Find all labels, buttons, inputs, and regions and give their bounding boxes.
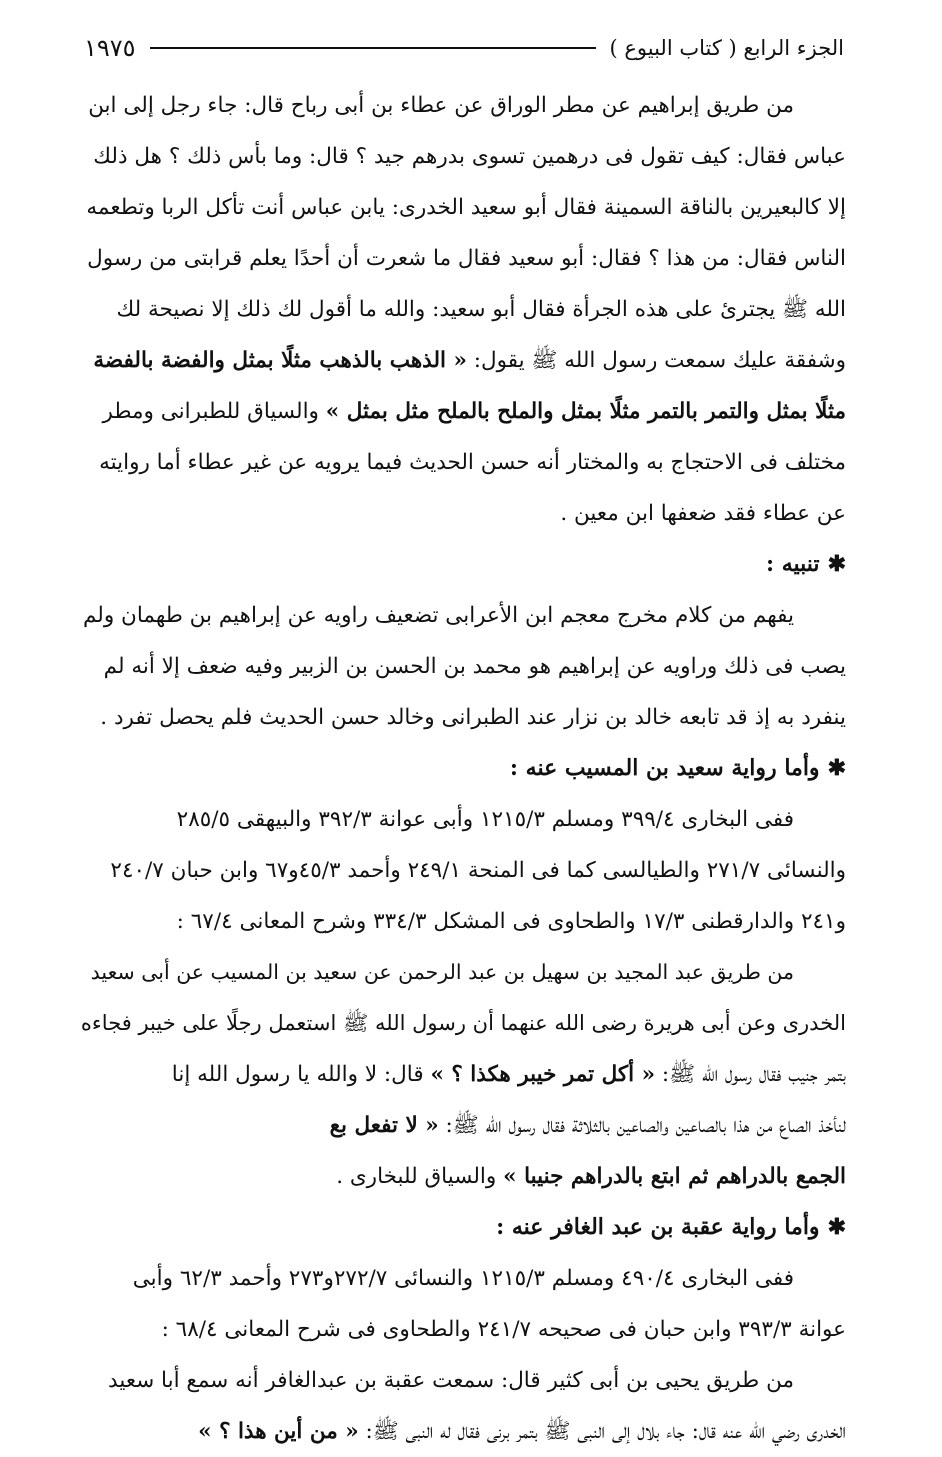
text-line xyxy=(78,386,846,437)
text-line: ففى البخارى ٣٩٩/٤ ومسلم ١٢١٥/٣ وأبى عوانة ٣٩٢/٣ والبيهقى ٢٨٥/٥ xyxy=(176,807,794,832)
text-line: الناس فقال: من هذا ؟ فقال: أبو سعيد فقال ما شعرت أن أحدًا يعلم قرابتى من رسول xyxy=(87,246,846,271)
hadith-quote: « لا تفعل بع xyxy=(329,1113,439,1138)
text-line xyxy=(78,1406,846,1457)
heading-text: تنبيه : xyxy=(765,551,820,577)
text-span: بتمر جنيب فقال رسول الله ﷺ: xyxy=(661,1062,846,1087)
text-span: قال: لا والله يا رسول الله إنا xyxy=(171,1062,424,1087)
page-body xyxy=(78,80,846,1457)
text-line: من طريق إبراهيم عن مطر الوراق عن عطاء بن أبى رباح قال: جاء رجل إلى ابن xyxy=(88,93,794,118)
heading-text: وأما رواية عقبة بن عبد الغافر عنه : xyxy=(496,1214,820,1240)
text-line xyxy=(78,1151,846,1202)
text-line: عباس فقال: كيف تقول فى درهمين تسوى بدرهم جيد ؟ قال: وما بأس ذلك ؟ هل ذلك xyxy=(93,144,846,169)
asterisk-icon: ✱ xyxy=(827,551,846,577)
text-line xyxy=(78,335,846,386)
text-span: لنأخذ الصاع من هذا بالصاعين والصاعين بالثلاثة فقال رسول الله ﷺ: xyxy=(445,1113,846,1138)
asterisk-icon: ✱ xyxy=(827,755,846,781)
text-line xyxy=(78,1100,846,1151)
hadith-quote: « الذهب بالذهب مثلًا بمثل والفضة بالفضة xyxy=(93,348,467,373)
hadith-quote: الجمع بالدراهم ثم ابتع بالدراهم جنيبا » xyxy=(503,1164,846,1189)
text-line: من طريق يحيى بن أبى كثير قال: سمعت عقبة بن عبدالغافر أنه سمع أبا سعيد xyxy=(108,1368,794,1393)
page-header xyxy=(84,28,844,68)
asterisk-icon: ✱ xyxy=(827,1214,846,1240)
text-line: الله ﷺ يجترئ على هذه الجرأة فقال أبو سعيد: والله ما أقول لك ذلك إلا نصيحة لك xyxy=(116,297,846,322)
text-line: إلا كالبعيرين بالناقة السمينة فقال أبو سعيد الخدرى: يابن عباس أنت تأكل الربا وتطعمه xyxy=(86,195,846,220)
text-line: الخدرى وعن أبى هريرة رضى الله عنهما أن رسول الله ﷺ استعمل رجلًا على خيبر فجاءه xyxy=(80,1011,846,1035)
text-line: مختلف فى الاحتجاج به والمختار أنه حسن الحديث فيما يرويه عن غير عطاء أما روايته xyxy=(99,450,846,475)
text-line: يفهم من كلام مخرج معجم ابن الأعرابى تضعيف راويه عن إبراهيم بن طهمان ولم xyxy=(82,603,794,628)
text-line: ينفرد به إذ قد تابعه خالد بن نزار عند الطبرانى وخالد حسن الحديث فلم يحصل تفرد . xyxy=(100,705,846,730)
text-span: وشفقة عليك سمعت رسول الله ﷺ يقول: xyxy=(473,348,846,373)
section-heading xyxy=(78,1202,846,1253)
section-heading xyxy=(78,539,846,590)
text-line: ففى البخارى ٤٩٠/٤ ومسلم ١٢١٥/٣ والنسائى ٢٧٢/٧و٢٧٣ وأحمد ٦٢/٣ وأبى xyxy=(132,1266,794,1291)
text-line: عن عطاء فقد ضعفها ابن معين . xyxy=(560,501,846,526)
heading-text: وأما رواية سعيد بن المسيب عنه : xyxy=(509,755,820,781)
text-line: من طريق عبد المجيد بن سهيل بن عبد الرحمن عن سعيد بن المسيب عن أبى سعيد xyxy=(90,960,794,984)
text-line: و٢٤١ والدارقطنى ١٧/٣ والطحاوى فى المشكل ٣٣٤/٣ وشرح المعانى ٦٧/٤ : xyxy=(176,909,846,934)
text-span: والسياق للبخارى . xyxy=(336,1164,497,1189)
text-line: والنسائى ٢٧١/٧ والطيالسى كما فى المنحة ٢٤٩/١ وأحمد ٤٥/٣و٦٧ وابن حبان ٢٤٠/٧ xyxy=(110,858,846,883)
text-line: يصب فى ذلك وراويه عن إبراهيم هو محمد بن الحسن بن الزبير وفيه ضعف إلا أنه لم xyxy=(103,654,846,679)
running-title: الجزء الرابع ( كتاب البيوع ) xyxy=(609,36,844,60)
hadith-quote: « أكل تمر خيبر هكذا ؟ » xyxy=(430,1062,656,1087)
page-number: ١٩٧٥ xyxy=(84,34,136,62)
header-rule xyxy=(150,47,596,49)
text-line: عوانة ٣٩٣/٣ وابن حبان فى صحيحه ٢٤١/٧ والطحاوى فى شرح المعانى ٦٨/٤ : xyxy=(161,1317,846,1342)
text-span: الخدرى رضي الله عنه قال: جاء بلال إلى النبى ﷺ بتمر برنى فقال له النبى ﷺ: xyxy=(365,1419,846,1444)
text-span: والسياق للطبرانى ومطر xyxy=(102,399,319,424)
text-line xyxy=(78,1049,846,1100)
section-heading xyxy=(78,743,846,794)
hadith-quote: « من أين هذا ؟ » xyxy=(198,1419,359,1444)
hadith-quote: مثلًا بمثل والتمر بالتمر مثلًا بمثل والملح بالملح مثل بمثل » xyxy=(325,399,846,424)
